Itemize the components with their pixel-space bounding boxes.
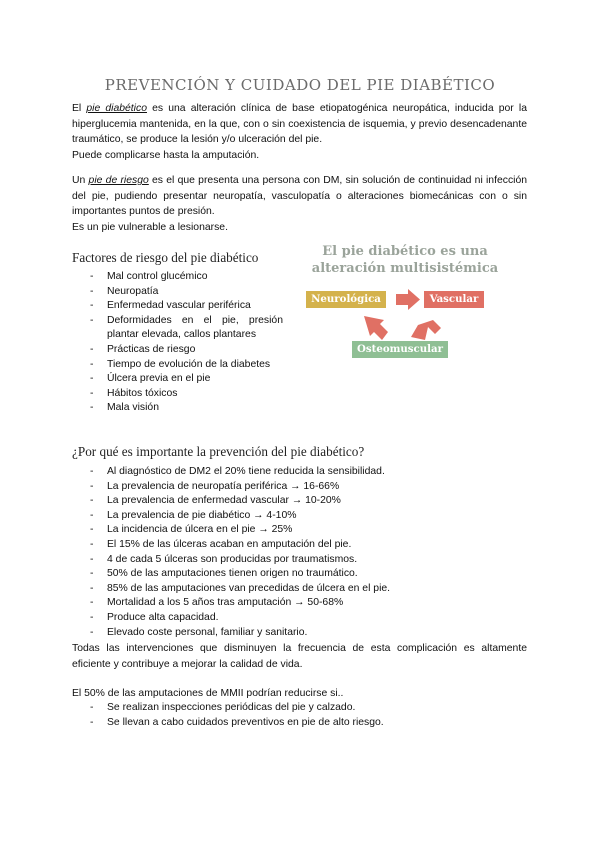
amputations-lead: El 50% de las amputaciones de MMII podrían reducirse si.. <box>72 688 344 699</box>
list-item: - Se llevan a cabo cuidados preventivos en pie de alto riesgo. <box>90 716 530 731</box>
multisystem-diagram <box>300 244 510 362</box>
list-item: - El 15% de las úlceras acaban en amputación del pie. <box>90 538 530 553</box>
list-item: - Hábitos tóxicos <box>90 387 283 402</box>
osteomuscular-box: Osteomuscular <box>352 341 448 358</box>
intro-paragraph-1 <box>72 101 527 163</box>
list-item: - La prevalencia de neuropatía periférica → 16-66% <box>90 480 530 495</box>
arrow-right-icon <box>396 289 420 310</box>
diagram-title-line-2: alteración multisistémica <box>311 261 499 276</box>
list-item: - 85% de las amputaciones van precedidas de úlcera en el pie. <box>90 582 530 597</box>
definition-diabetic-foot: El pie diabético es una alteración clínica de base etiopatogénica neuropática, inducida por la hiperglucemia mantenida, en la que, con o sin coexistencia de isquemia, y previo desencadenante traumático, se produce la lesión y/o ulceración del pie. <box>72 103 527 146</box>
list-item: - La prevalencia de pie diabético → 4-10% <box>90 509 530 524</box>
definition-risk-foot: Un pie de riesgo es el que presenta una persona con DM, sin solución de continuidad ni infección del pie, pudiendo presentar neuropatía, vasculopatía o alteraciones biomecánicas con o sin importantes puntos de presión. <box>72 175 528 218</box>
risk-factors-heading: Factores de riesgo del pie diabético <box>72 250 259 265</box>
arrow-up-left-icon <box>364 316 388 340</box>
amputation-note: Puede complicarse hasta la amputación. <box>72 149 260 161</box>
diagram-arrows <box>300 244 510 362</box>
list-item: - Se realizan inspecciones periódicas del pie y calzado. <box>90 701 530 716</box>
list-item: - La incidencia de úlcera en el pie → 25% <box>90 523 530 538</box>
neurological-box: Neurológica <box>306 291 386 308</box>
risk-factors-list <box>90 270 283 416</box>
page-title: PREVENCIÓN Y CUIDADO DEL PIE DIABÉTICO <box>104 76 496 94</box>
list-item: - Prácticas de riesgo <box>90 343 283 358</box>
list-item: - Produce alta capacidad. <box>90 611 530 626</box>
conclusion-paragraph: Todas las intervenciones que disminuyen la frecuencia de esta complicación es altamente eficiente y contribuye a mejorar la calidad de vida. <box>72 643 527 670</box>
amputations-list <box>90 701 530 730</box>
diagram-title-line-1: El pie diabético es una <box>322 244 488 259</box>
term-risk-foot: pie de riesgo <box>88 175 149 186</box>
list-item: - Deformidades en el pie, presión plantar elevada, callos plantares <box>90 314 283 343</box>
why-prevention-heading: ¿Por qué es importante la prevención del pie diabético? <box>72 444 365 459</box>
list-item: - Al diagnóstico de DM2 el 20% tiene reducida la sensibilidad. <box>90 465 530 480</box>
why-prevention-list <box>90 465 530 640</box>
list-item: - Úlcera previa en el pie <box>90 372 283 387</box>
list-item: - Mala visión <box>90 401 283 416</box>
arrow-down-left-icon <box>411 320 441 340</box>
list-item: - Enfermedad vascular periférica <box>90 299 283 314</box>
list-item: - Mortalidad a los 5 años tras amputación → 50-68% <box>90 596 530 611</box>
list-item: - Elevado coste personal, familiar y sanitario. <box>90 626 530 641</box>
list-item: - 4 de cada 5 úlceras son producidas por traumatismos. <box>90 553 530 568</box>
list-item: - La prevalencia de enfermedad vascular → 10-20% <box>90 494 530 509</box>
list-item: - Mal control glucémico <box>90 270 283 285</box>
intro-paragraph-2 <box>72 173 527 235</box>
list-item: - Tiempo de evolución de la diabetes <box>90 358 283 373</box>
vascular-box: Vascular <box>424 291 484 308</box>
list-item: - 50% de las amputaciones tienen origen no traumático. <box>90 567 530 582</box>
vulnerable-note: Es un pie vulnerable a lesionarse. <box>72 221 228 233</box>
term-diabetic-foot: pie diabético <box>86 103 147 114</box>
list-item: - Neuropatía <box>90 285 283 300</box>
